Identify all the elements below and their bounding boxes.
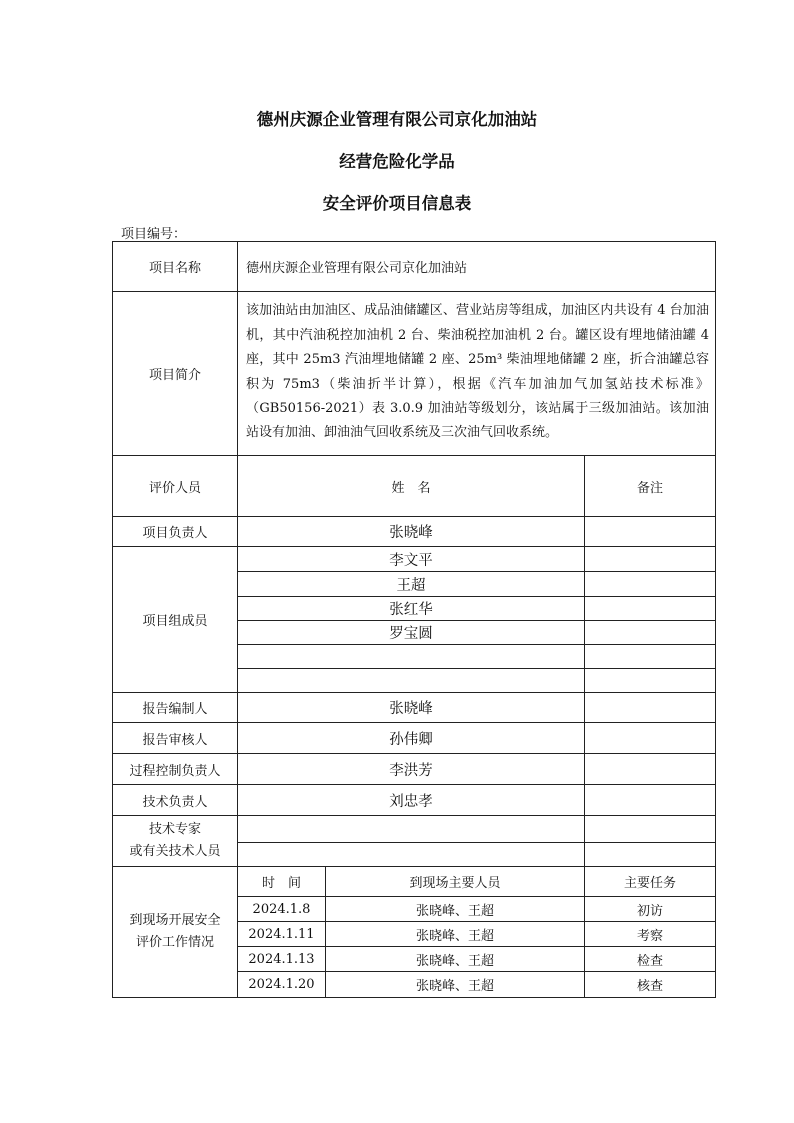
project-name-label: 项目名称 (113, 242, 238, 292)
visit-people: 张晓峰、王超 (326, 897, 585, 922)
tech-leader-name: 刘忠孝 (238, 785, 585, 816)
member-name: 李文平 (238, 547, 585, 572)
member-remark (585, 669, 716, 693)
report-author-remark (585, 693, 716, 723)
member-name (238, 645, 585, 669)
visit-task: 核查 (585, 972, 716, 998)
member-remark (585, 547, 716, 572)
tech-leader-role: 技术负责人 (113, 785, 238, 816)
member-name: 罗宝圆 (238, 621, 585, 645)
member-row (113, 547, 716, 572)
leader-name: 张晓峰 (238, 517, 585, 547)
tech-leader-remark (585, 785, 716, 816)
time-header: 时 间 (238, 867, 326, 897)
member-name: 王超 (238, 572, 585, 597)
visit-people: 张晓峰、王超 (326, 972, 585, 998)
visit-time: 2024.1.20 (238, 972, 326, 998)
member-remark (585, 572, 716, 597)
member-name (238, 669, 585, 693)
site-work-label (113, 867, 238, 998)
project-number-label: 项目编号： (121, 227, 187, 242)
visit-time: 2024.1.11 (238, 922, 326, 947)
info-table (112, 241, 716, 998)
site-work-label-line2: 评价工作情况 (135, 935, 214, 950)
expert-name (238, 843, 585, 867)
report-reviewer-remark (585, 723, 716, 754)
tech-leader-row (113, 785, 716, 816)
visit-time: 2024.1.13 (238, 947, 326, 972)
process-control-row (113, 754, 716, 785)
form-title: 安全评价项目信息表 (322, 194, 472, 213)
project-intro-row (113, 292, 716, 456)
project-name-row (113, 242, 716, 292)
report-reviewer-row (113, 723, 716, 754)
process-control-remark (585, 754, 716, 785)
member-remark (585, 645, 716, 669)
report-author-row (113, 693, 716, 723)
member-remark (585, 597, 716, 621)
visit-task: 考察 (585, 922, 716, 947)
visit-people: 张晓峰、王超 (326, 922, 585, 947)
site-work-label-line1: 到现场开展安全 (129, 913, 221, 928)
role-header: 评价人员 (113, 456, 238, 517)
visit-task: 初访 (585, 897, 716, 922)
people-header: 到现场主要人员 (326, 867, 585, 897)
site-work-header-row (113, 867, 716, 897)
leader-row (113, 517, 716, 547)
process-control-role: 过程控制负责人 (113, 754, 238, 785)
task-header: 主要任务 (585, 867, 716, 897)
project-intro-label: 项目简介 (113, 292, 238, 456)
expert-remark (585, 843, 716, 867)
document-subtitle: 经营危险化学品 (339, 152, 455, 171)
report-author-role: 报告编制人 (113, 693, 238, 723)
project-name-value: 德州庆源企业管理有限公司京化加油站 (238, 242, 716, 292)
visit-task: 检查 (585, 947, 716, 972)
experts-role (113, 816, 238, 867)
document-title: 德州庆源企业管理有限公司京化加油站 (256, 110, 538, 129)
expert-remark (585, 816, 716, 843)
visit-people: 张晓峰、王超 (326, 947, 585, 972)
remark-header: 备注 (585, 456, 716, 517)
leader-remark (585, 517, 716, 547)
report-author-name: 张晓峰 (238, 693, 585, 723)
expert-row (113, 816, 716, 843)
experts-role-line1: 技术专家 (148, 822, 201, 837)
project-intro-value: 该加油站由加油区、成品油储罐区、营业站房等组成，加油区内共设有 4 台加油机，其中汽油税控加油机 2 台、柴油税控加油机 2 台。罐区设有埋地储油罐 4 座，其中 25m3 汽油埋地储罐 2 座、25m³ 柴油埋地储罐 2 座，折合油罐总容积为 75m3（柴油折半计算），根据《汽车加油加气加氢站技术标准》（GB50156-2021）表 3.0.9 加油站等级划分，该站属于三级加油站。该加油站设有加油、卸油油气回收系统及三次油气回收系统。 (238, 292, 716, 456)
process-control-name: 李洪芳 (238, 754, 585, 785)
member-remark (585, 621, 716, 645)
name-header: 姓 名 (238, 456, 585, 517)
report-reviewer-role: 报告审核人 (113, 723, 238, 754)
personnel-header-row (113, 456, 716, 517)
experts-role-line2: 或有关技术人员 (129, 844, 221, 859)
visit-time: 2024.1.8 (238, 897, 326, 922)
expert-name (238, 816, 585, 843)
leader-role: 项目负责人 (113, 517, 238, 547)
report-reviewer-name: 孙伟卿 (238, 723, 585, 754)
members-role: 项目组成员 (113, 547, 238, 693)
member-name: 张红华 (238, 597, 585, 621)
